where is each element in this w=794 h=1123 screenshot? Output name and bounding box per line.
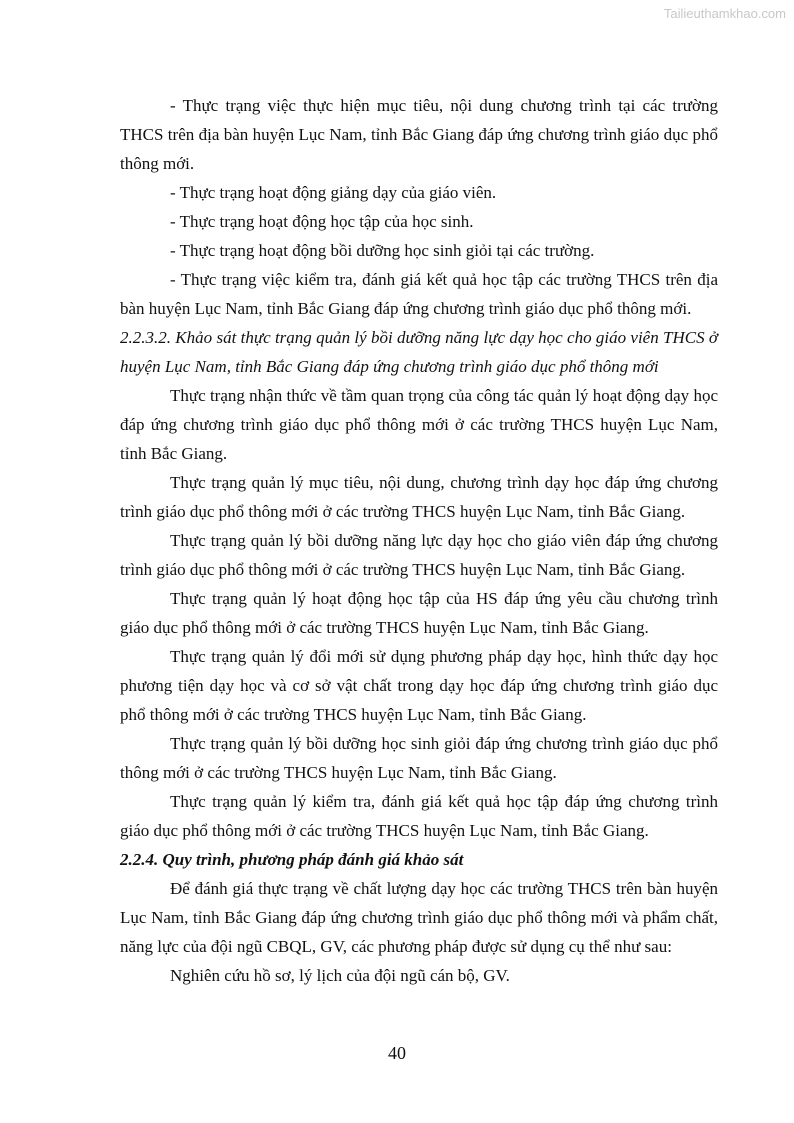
body-paragraph: Thực trạng quản lý hoạt động học tập của HS đáp ứng yêu cầu chương trình giáo dục phổ thông mới ở các trường THCS huyện Lục Nam, tỉnh Bắc Giang. <box>120 589 718 637</box>
body-paragraph: Nghiên cứu hồ sơ, lý lịch của đội ngũ cán bộ, GV. <box>170 966 510 985</box>
section-heading-2-2-4: 2.2.4. Quy trình, phương pháp đánh giá khảo sát <box>120 850 464 869</box>
page-body <box>120 91 718 990</box>
bullet-paragraph: - Thực trạng hoạt động giảng dạy của giáo viên. <box>170 183 497 202</box>
bullet-paragraph: - Thực trạng hoạt động học tập của học sinh. <box>170 212 474 231</box>
body-paragraph: Thực trạng nhận thức về tầm quan trọng của công tác quản lý hoạt động dạy học đáp ứng chương trình giáo dục phổ thông mới ở các trường THCS huyện Lục Nam, tỉnh Bắc Giang. <box>120 386 718 463</box>
page-number: 40 <box>388 1043 406 1063</box>
section-heading-2-2-3-2: 2.2.3.2. Khảo sát thực trạng quản lý bồi dưỡng năng lực dạy học cho giáo viên THCS ở huyện Lục Nam, tỉnh Bắc Giang đáp ứng chương trình giáo dục phổ thông mới <box>120 328 718 376</box>
body-paragraph: Thực trạng quản lý bồi dưỡng năng lực dạy học cho giáo viên đáp ứng chương trình giáo dục phổ thông mới ở các trường THCS huyện Lục Nam, tỉnh Bắc Giang. <box>120 531 718 579</box>
body-paragraph: Thực trạng quản lý kiểm tra, đánh giá kết quả học tập đáp ứng chương trình giáo dục phổ thông mới ở các trường THCS huyện Lục Nam, tỉnh Bắc Giang. <box>120 792 718 840</box>
bullet-paragraph: - Thực trạng việc kiểm tra, đánh giá kết quả học tập các trường THCS trên địa bàn huyện Lục Nam, tỉnh Bắc Giang đáp ứng chương trình giáo dục phổ thông mới. <box>120 270 718 318</box>
watermark: Tailieuthamkhao.com <box>663 6 786 21</box>
bullet-paragraph: - Thực trạng hoạt động bồi dưỡng học sinh giỏi tại các trường. <box>170 241 595 260</box>
body-paragraph: Thực trạng quản lý mục tiêu, nội dung, chương trình dạy học đáp ứng chương trình giáo dục phổ thông mới ở các trường THCS huyện Lục Nam, tỉnh Bắc Giang. <box>120 473 718 521</box>
body-paragraph: Thực trạng quản lý bồi dưỡng học sinh giỏi đáp ứng chương trình giáo dục phổ thông mới ở các trường THCS huyện Lục Nam, tỉnh Bắc Giang. <box>120 734 718 782</box>
body-paragraph: Thực trạng quản lý đổi mới sử dụng phương pháp dạy học, hình thức dạy học phương tiện dạy học và cơ sở vật chất trong dạy học đáp ứng chương trình giáo dục phổ thông mới ở các trường THCS huyện Lục Nam, tỉnh Bắc Giang. <box>120 647 718 724</box>
bullet-paragraph: - Thực trạng việc thực hiện mục tiêu, nội dung chương trình tại các trường THCS trên địa bàn huyện Lục Nam, tỉnh Bắc Giang đáp ứng chương trình giáo dục phổ thông mới. <box>120 96 718 173</box>
body-paragraph: Để đánh giá thực trạng về chất lượng dạy học các trường THCS trên bàn huyện Lục Nam, tỉnh Bắc Giang đáp ứng chương trình giáo dục phổ thông mới và phẩm chất, năng lực của đội ngũ CBQL, GV, các phương pháp được sử dụng cụ thể như sau: <box>120 879 718 956</box>
